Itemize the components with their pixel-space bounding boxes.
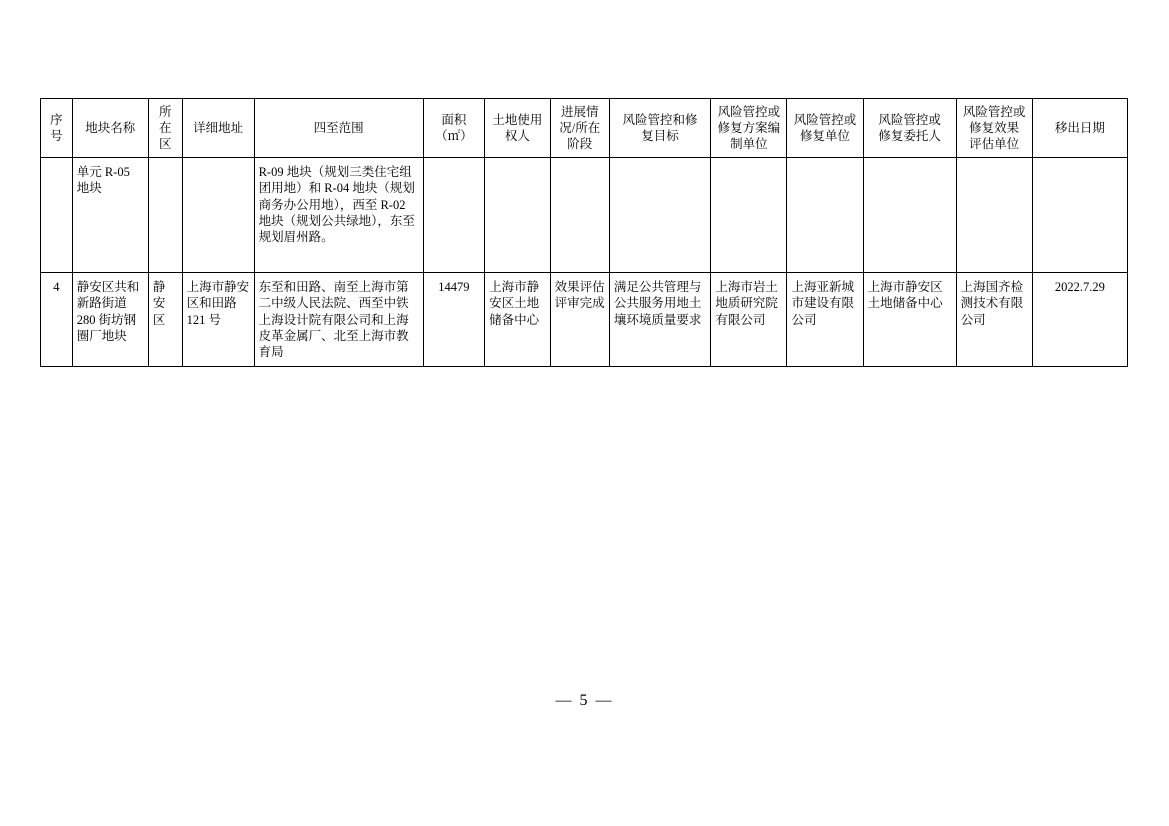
table-header [41,99,1128,158]
column-header-remediation-unit-line1: 风险管控或 [793,112,857,127]
cell-name: 静安区共和新路街道 280 街坊钢圈厂地块 [72,273,148,367]
cell-range: R-09 地块（规划三类住宅组团用地）和 R-04 地块（规划商务办公用地），西至 R-02 地块（规划公共绿地），东至规划眉州路。 [254,158,423,273]
column-header-range: 四至范围 [254,99,423,158]
column-header-client [863,99,956,158]
cell-no [41,158,73,273]
cell-remediation-unit: 上海亚新城市建设有限公司 [787,273,863,367]
column-header-owner [485,99,551,158]
column-header-remediation-unit [787,99,863,158]
cell-district: 静安区 [148,273,182,367]
table-row [41,158,1128,273]
column-header-stage [550,99,609,158]
page-number: — 5 — [555,692,614,709]
column-header-stage-line3: 阶段 [567,137,593,152]
column-header-assessment-unit-line1: 风险管控或 [962,104,1026,119]
cell-address [182,158,254,273]
cell-stage [550,158,609,273]
column-header-plan-unit-line3: 制单位 [730,137,768,152]
column-header-plan-unit-line2: 修复方案编 [717,120,781,135]
cell-address: 上海市静安区和田路 121 号 [182,273,254,367]
column-header-goal [609,99,711,158]
land-parcel-table-wrapper [40,98,1128,367]
column-header-stage-line1: 进展情 [560,104,599,119]
column-header-owner-line1: 土地使用 [492,112,543,127]
column-header-client-line1: 风险管控或 [878,112,941,127]
column-header-remediation-unit-line2: 修复单位 [799,129,850,143]
cell-plan-unit [711,158,787,273]
table-header-row [41,99,1128,158]
column-header-goal-line2: 复目标 [641,129,679,143]
column-header-assessment-unit-line2: 修复效果 [969,120,1020,135]
cell-district [148,158,182,273]
column-header-district [148,99,182,158]
cell-area [423,158,484,273]
cell-owner [485,158,551,273]
cell-date: 2022.7.29 [1032,273,1127,367]
cell-remediation-unit [787,158,863,273]
table-body [41,158,1128,367]
cell-client [863,158,956,273]
column-header-no-line2: 号 [50,129,63,143]
column-header-district-line2: 在 [159,120,172,135]
column-header-assessment-unit [956,99,1032,158]
cell-stage: 效果评估评审完成 [550,273,609,367]
cell-client: 上海市静安区土地储备中心 [863,273,956,367]
column-header-no-line1: 序 [50,112,63,127]
column-header-name: 地块名称 [72,99,148,158]
cell-assessment-unit: 上海国齐检测技术有限公司 [956,273,1032,367]
column-header-district-line3: 区 [159,137,172,152]
cell-range: 东至和田路、南至上海市第二中级人民法院、西至中铁上海设计院有限公司和上海皮革金属厂、北至上海市教育局 [254,273,423,367]
column-header-client-line2: 修复委托人 [878,129,941,143]
cell-plan-unit: 上海市岩土地质研究院有限公司 [711,273,787,367]
table-row [41,273,1128,367]
column-header-stage-line2: 况/所在 [559,120,601,135]
cell-assessment-unit [956,158,1032,273]
column-header-goal-line1: 风险管控和修 [622,112,698,127]
column-header-area-line1: 面积 [441,112,467,127]
column-header-plan-unit [711,99,787,158]
land-parcel-table [40,98,1128,367]
cell-goal [609,158,711,273]
column-header-area [423,99,484,158]
column-header-owner-line2: 权人 [504,129,530,143]
cell-date [1032,158,1127,273]
column-header-no [41,99,73,158]
cell-no: 4 [41,273,73,367]
column-header-date: 移出日期 [1032,99,1127,158]
cell-name: 单元 R-05 地块 [72,158,148,273]
column-header-address: 详细地址 [182,99,254,158]
column-header-district-line1: 所 [159,104,172,119]
cell-area: 14479 [423,273,484,367]
cell-goal: 满足公共管理与公共服务用地土壤环境质量要求 [609,273,711,367]
column-header-assessment-unit-line3: 评估单位 [969,137,1020,152]
cell-owner: 上海市静安区土地储备中心 [485,273,551,367]
column-header-area-line2: （㎡） [435,129,473,143]
column-header-plan-unit-line1: 风险管控或 [717,104,781,119]
